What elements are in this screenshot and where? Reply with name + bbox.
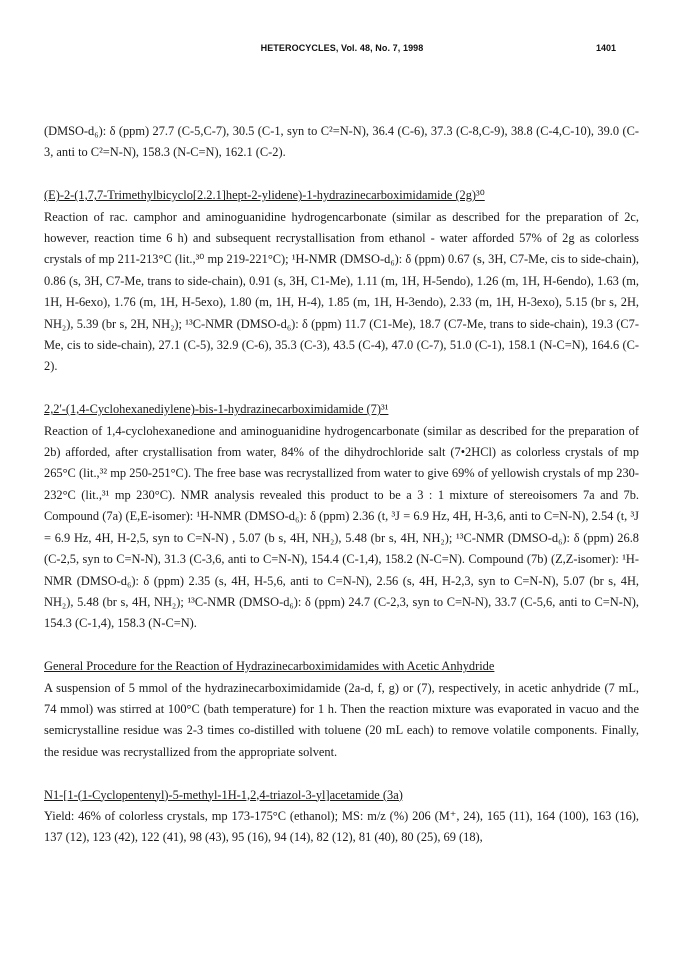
- running-header: [0, 43, 684, 59]
- paragraph-7: Reaction of 1,4-cyclohexanedione and aminoguanidine hydrogencarbonate (similar as described for the preparation of 2b) afforded, after crystallisation from water, 84% of the dihydrochloride salt (7•2HCl) as colorless crystals of mp 265°C (lit.,³² mp 250-251°C). The free base was recrystallized from water to give 69% of yellowish crystals of mp 230-232°C (lit.,³¹ mp 230°C). NMR analysis revealed this product to be a 3 : 1 mixture of stereoisomers 7a and 7b. Compound (7a) (E,E-isomer): ¹H-NMR (DMSO-d₆): δ (ppm) 2.36 (t, ³J = 6.9 Hz, 4H, H-3,6, anti to C=N-N), 2.54 (t, ³J = 6.9 Hz, 4H, H-2,5, syn to C=N-N) , 5.07 (b s, 4H, NH₂), 5.48 (br s, 4H, NH₂); ¹³C-NMR (DMSO-d₆): δ (ppm) 26.8 (C-2,5, syn to C=N-N), 31.3 (C-3,6, anti to C=N-N), 154.4 (C-1,4), 158.2 (N-C=N). Compound (7b) (Z,Z-isomer): ¹H-NMR (DMSO-d₆): δ (ppm) 2.35 (s, 4H, H-5,6, anti to C=N-N), 2.56 (s, 4H, H-2,3, syn to C=N-N), 5.07 (br s, 4H, NH₂), 5.48 (br s, 4H, NH₂); ¹³C-NMR (DMSO-d₆): δ (ppm) 24.7 (C-2,3, syn to C=N-N), 33.7 (C-5,6, anti to C=N-N), 154.3 (C-1,4), 158.3 (N-C=N).: [44, 423, 639, 631]
- heading-general-procedure: General Procedure for the Reaction of Hydrazinecarboximidamides with Acetic Anhydride: [44, 659, 495, 674]
- paragraph-general-procedure: A suspension of 5 mmol of the hydrazinecarboximidamide (2a-d, f, g) or (7), respectively, in acetic anhydride (7 mL, 74 mmol) was stirred at 100°C (bath temperature) for 1 h. Then the reaction mixture was evaporated in vacuo and the semicrystalline residue was 2-3 times co-distilled with toluene (20 mL each) to remove volatile components. Finally, the residue was recrystallized from the appropriate solvent.: [44, 680, 639, 759]
- paragraph-2g: Reaction of rac. camphor and aminoguanidine hydrogencarbonate (similar as described for the preparation of 2c, however, reaction time 6 h) and subsequent recrystallisation from ethanol - water afforded 57% of 2g as colorless crystals of mp 211-213°C (lit.,³⁰ mp 219-221°C); ¹H-NMR (DMSO-d₆): δ (ppm) 0.67 (s, 3H, C7-Me, cis to side-chain), 0.86 (s, 3H, C7-Me, trans to side-chain), 0.91 (s, 3H, C1-Me), 1.11 (m, 1H, H-5endo), 1.26 (m, 1H, H-6endo), 1.63 (m, 1H, H-6exo), 1.76 (m, 1H, H-5exo), 1.80 (m, 1H, H-4), 1.85 (m, 1H, H-3endo), 2.33 (m, 1H, H-3exo), 5.15 (br s, 2H, NH₂), 5.39 (br s, 2H, NH₂); ¹³C-NMR (DMSO-d₆): δ (ppm) 11.7 (C1-Me), 18.7 (C7-Me, trans to side-chain), 19.3 (C7-Me, cis to side-chain), 27.1 (C-5), 32.9 (C-6), 35.3 (C-3), 43.5 (C-4), 47.0 (C-7), 51.0 (C-1), 158.1 (N-C=N), 164.6 (C-2).: [44, 209, 639, 374]
- heading-7: 2,2'-(1,4-Cyclohexanediylene)-bis-1-hydrazinecarboximidamide (7)³¹: [44, 402, 389, 417]
- heading-2g: (E)-2-(1,7,7-Trimethylbicyclo[2.2.1]hept-2-ylidene)-1-hydrazinecarboximidamide (2g)³⁰: [44, 188, 485, 203]
- heading-3a: N1-[1-(1-Cyclopentenyl)-5-methyl-1H-1,2,4-triazol-3-yl]acetamide (3a): [44, 787, 403, 802]
- paragraph-2c-continued: (DMSO-d₆): δ (ppm) 27.7 (C-5,C-7), 30.5 (C-1, syn to C²=N-N), 36.4 (C-6), 37.3 (C-8,C-9), 38.8 (C-4,C-10), 39.0 (C-3, anti to C²=N-N), 158.3 (N-C=N), 162.1 (C-2).: [44, 124, 639, 160]
- page-number: 1401: [595, 43, 616, 53]
- journal-citation: HETEROCYCLES, Vol. 48, No. 7, 1998: [260, 43, 424, 53]
- paragraph-3a: Yield: 46% of colorless crystals, mp 173-175°C (ethanol); MS: m/z (%) 206 (M⁺, 24), 165 (11), 164 (100), 163 (16), 137 (12), 123 (42), 122 (41), 98 (43), 95 (16), 94 (14), 82 (12), 81 (40), 80 (25), 69 (18),: [44, 808, 639, 845]
- article-body: [44, 121, 639, 849]
